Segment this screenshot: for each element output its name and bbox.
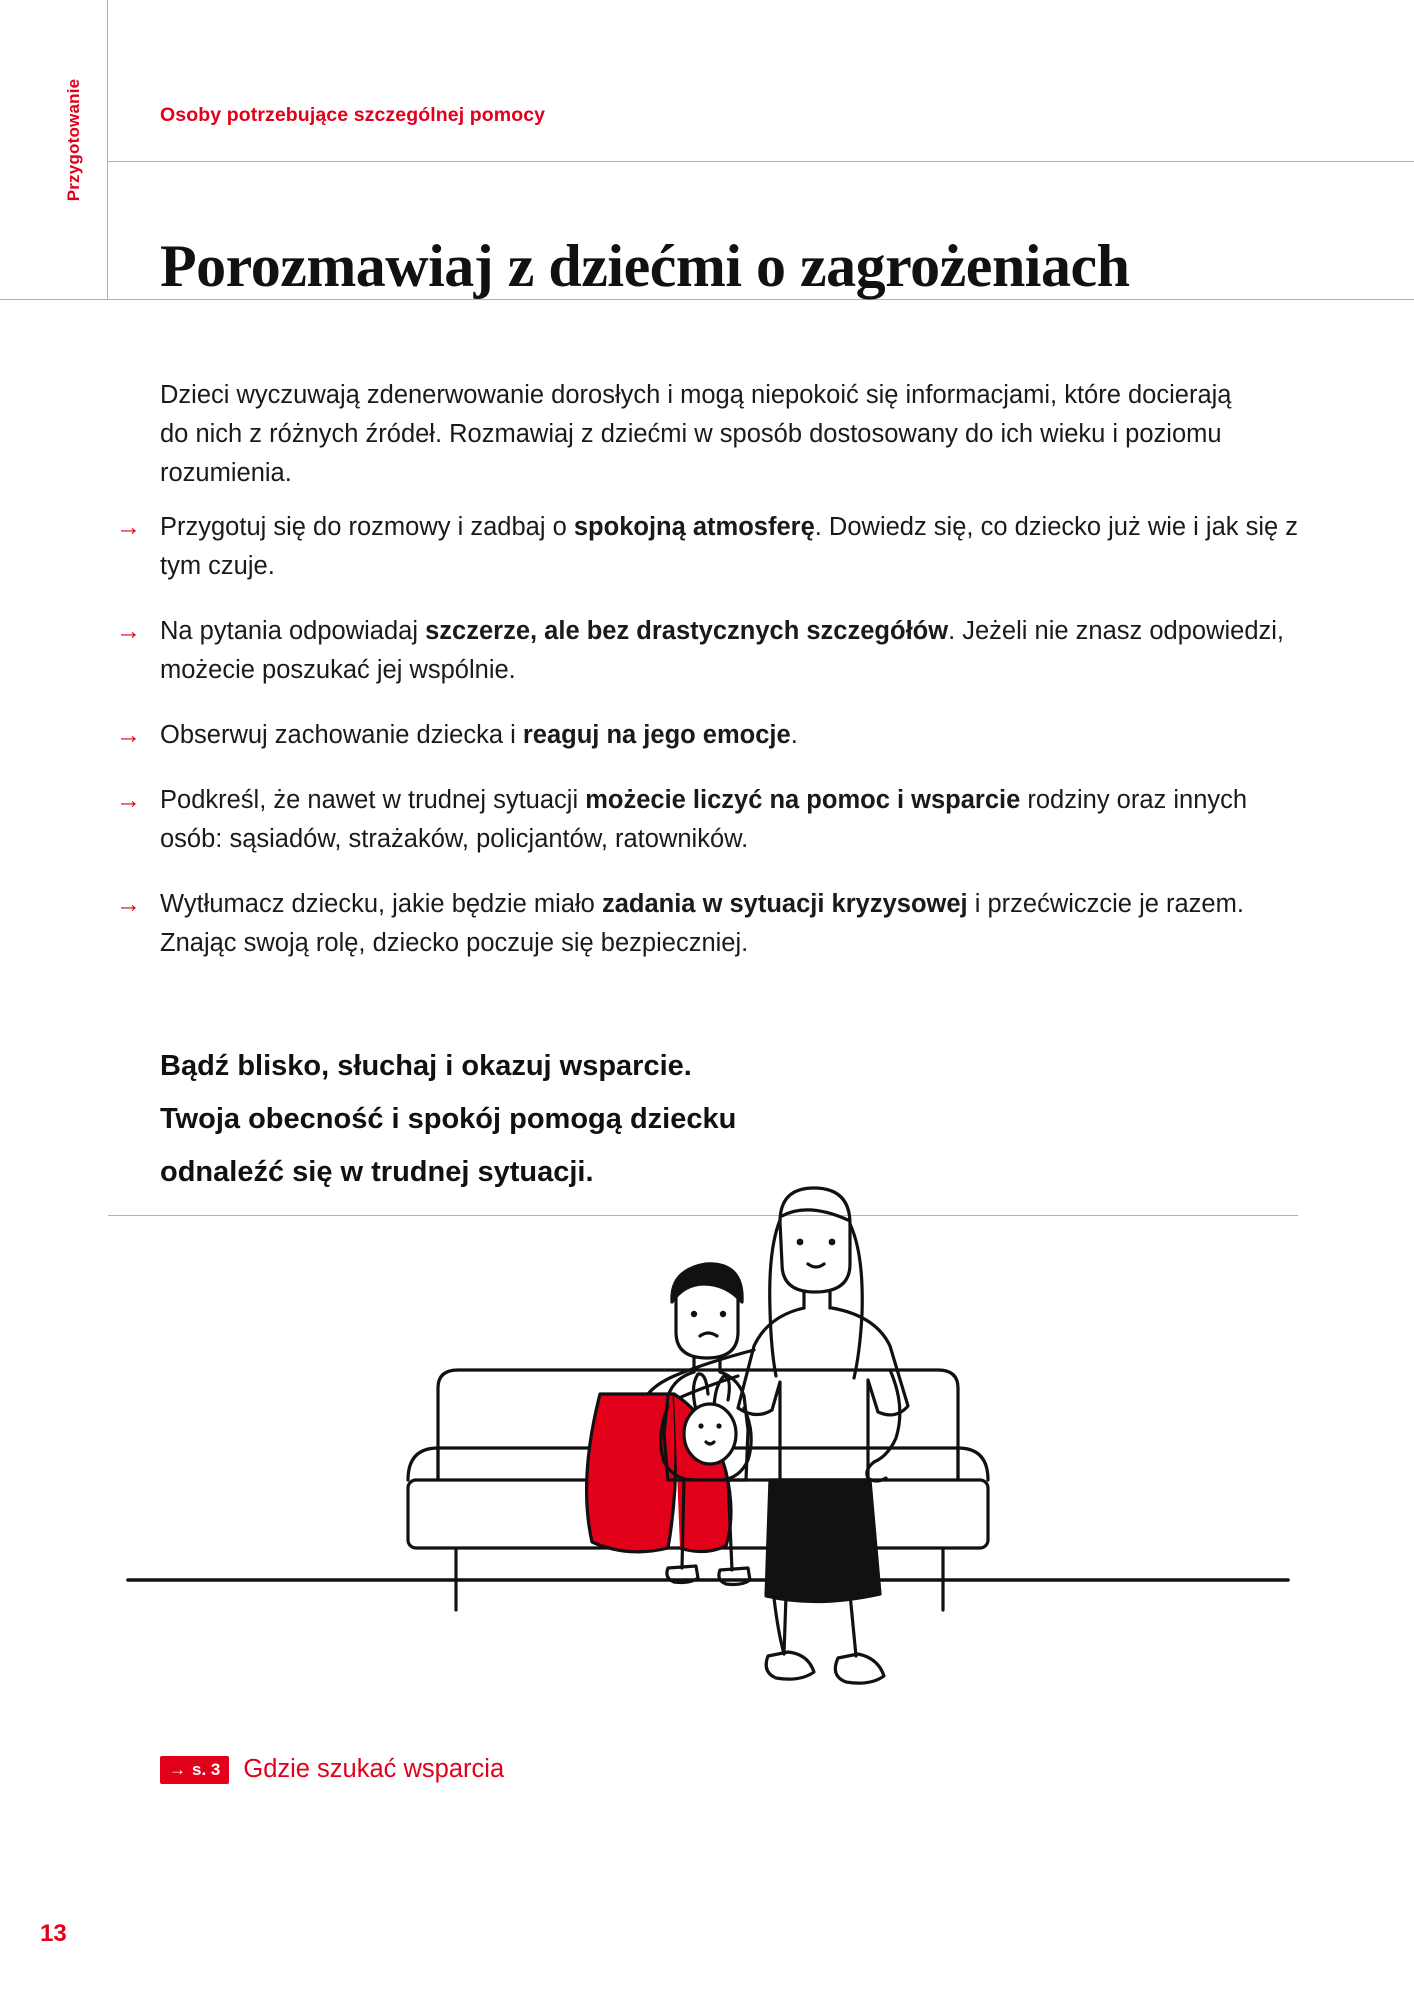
arrow-right-icon: → — [116, 513, 141, 541]
section-rail-label: Przygotowanie — [64, 78, 83, 202]
bullet-plain: Na pytania odpowiadaj — [160, 617, 426, 645]
kicker-divider — [108, 161, 1414, 162]
bullet-emphasis: reaguj na jego emocje — [522, 721, 791, 749]
arrow-right-icon: → — [169, 1759, 186, 1779]
arrow-right-icon: → — [116, 786, 141, 814]
page-number: 13 — [40, 1920, 67, 1947]
bullet-item — [110, 612, 1310, 690]
cross-reference-text: Gdzie szukać wsparcia — [243, 1755, 505, 1783]
bullet-emphasis: spokojną atmosferę — [573, 513, 815, 541]
cross-reference-link[interactable] — [160, 1755, 504, 1784]
page-reference-label: s. 3 — [192, 1759, 221, 1779]
bullet-emphasis: szczerze, ale bez drastycznych szczegółów — [425, 617, 949, 645]
intro-paragraph: Dzieci wyczuwają zdenerwowanie dorosłych i mogą niepokoić się informacjami, które docierają do nich z różnych źródeł. Rozmawiaj z dziećmi w sposób dostosowany do ich wieku i poziomu rozumienia. — [160, 380, 1232, 487]
bullet-plain: . Dowiedz się, co dziecko już wie i jak się z tym czuje. — [160, 513, 1299, 580]
callout-line: Bądź blisko, słuchaj i okazuj wsparcie. — [160, 1050, 692, 1082]
bullet-plain: rodziny oraz innych osób: sąsiadów, strażaków, policjantów, ratowników. — [160, 786, 1248, 853]
bullet-plain: . Jeżeli nie znasz odpowiedzi, możecie poszukać jej wspólnie. — [160, 617, 1285, 684]
bullet-plain: Wytłumacz dziecku, jakie będzie miało — [160, 890, 602, 918]
callout-line: Twoja obecność i spokój pomogą dziecku — [160, 1103, 737, 1135]
illustration-family-on-sofa — [108, 1180, 1308, 1740]
bullet-plain: . — [790, 721, 798, 749]
bullet-list — [110, 508, 1310, 989]
page-title: Porozmawiaj z dziećmi o zagrożeniach — [160, 233, 1130, 300]
callout-text — [160, 1040, 1260, 1199]
bullet-item-text — [160, 890, 1244, 957]
bullet-emphasis: zadania w sytuacji kryzysowej — [601, 890, 968, 918]
bullet-item-text — [160, 721, 798, 749]
page-reference-chip[interactable] — [160, 1756, 229, 1784]
bullet-plain: Przygotuj się do rozmowy i zadbaj o — [160, 513, 574, 541]
bullet-item — [110, 508, 1310, 586]
rail-vertical-divider — [107, 0, 108, 300]
section-kicker: Osoby potrzebujące szczególnej pomocy — [160, 104, 546, 126]
bullet-item — [110, 716, 1310, 755]
callout-line: odnaleźć się w trudnej sytuacji. — [160, 1156, 594, 1188]
bullet-plain: Podkreśl, że nawet w trudnej sytuacji — [160, 786, 586, 814]
bullet-item-text — [160, 513, 1298, 580]
bullet-emphasis: możecie liczyć na pomoc i wsparcie — [585, 786, 1021, 814]
arrow-right-icon: → — [116, 617, 141, 645]
arrow-right-icon: → — [116, 721, 141, 749]
bullet-plain: Obserwuj zachowanie dziecka i — [160, 721, 523, 749]
bullet-item — [110, 885, 1310, 963]
arrow-right-icon: → — [116, 890, 141, 918]
bullet-item-text — [160, 786, 1247, 853]
section-rail — [0, 0, 108, 300]
bullet-item — [110, 781, 1310, 859]
bullet-item-text — [160, 617, 1284, 684]
bullet-plain: i przećwiczcie je razem. Znając swoją rolę, dziecko poczuje się bezpieczniej. — [160, 890, 1244, 957]
